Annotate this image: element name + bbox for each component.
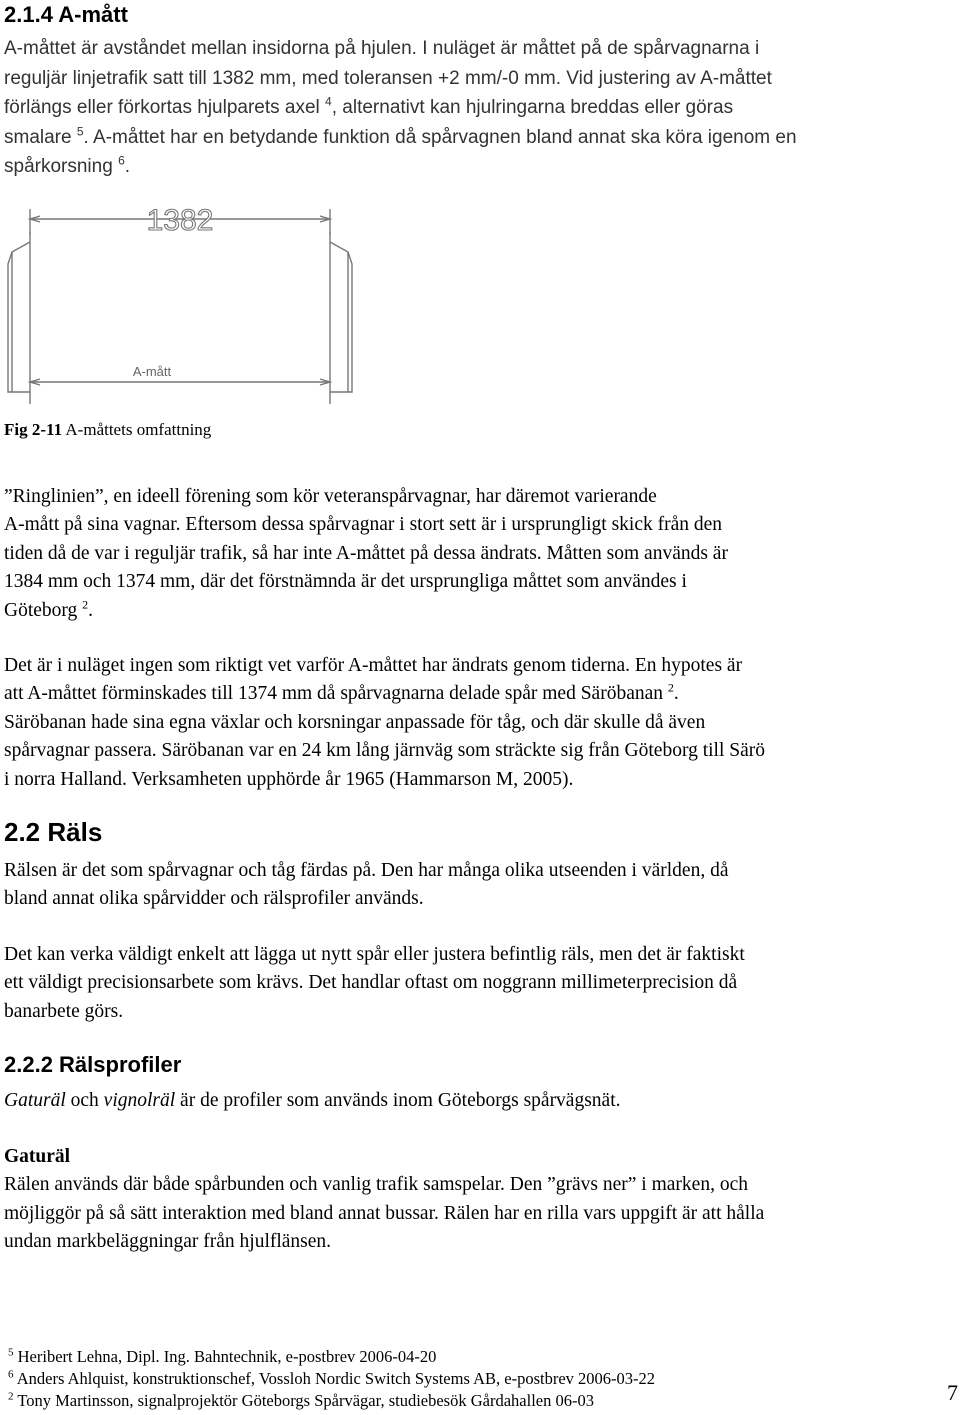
- text-line: Rälen används där både spårbunden och vanlig trafik samspelar. Den ”grävs ner” i marken, och: [4, 1174, 748, 1196]
- section-heading-a-matt: 2.1.4 A-mått: [4, 2, 128, 27]
- text-line: ”Ringlinien”, en ideell förening som kör veteranspårvagnar, har däremot varierande: [4, 486, 657, 507]
- footnote-ref[interactable]: 5: [76, 124, 84, 139]
- text-line: 1384 mm och 1374 mm, där det förstnämnda är det ursprungliga måttet som användes i: [4, 571, 687, 593]
- text-line: Det kan verka väldigt enkelt att lägga ut nytt spår eller justera befintlig räls, men det är faktiskt: [4, 944, 745, 965]
- text-line: bland annat olika spårvidder och rälsprofiler används.: [4, 888, 424, 910]
- text-line: banarbete görs.: [4, 1000, 124, 1022]
- paragraph-ringlinien: [4, 483, 960, 625]
- text-line: att A-måttet förminskades till 1374 mm då spårvagnarna delade spår med Säröbanan $^2$.: [4, 680, 679, 705]
- footnote: $^5$ Heribert Lehna, Dipl. Ing. Bahntechnik, e-postbrev 2006-04-20: [8, 1346, 437, 1366]
- text-line: tiden då de var i reguljär trafik, så har inte A-måttet på dessa ändrats. Måtten som används är: [4, 542, 728, 564]
- page-number: 7: [947, 1380, 958, 1405]
- text-line: Göteborg $^2$.: [4, 597, 94, 621]
- subheading-gatural: Gaturäl: [4, 1146, 71, 1167]
- text-line: spårkorsning $^6$.: [4, 153, 131, 177]
- text-line: möjliggör på så sätt interaktion med bland annat bussar. Rälen har en rilla vars uppgift är att hålla: [4, 1202, 765, 1224]
- paragraph-rals-1: [4, 857, 960, 914]
- footnote-ref[interactable]: 2: [667, 680, 674, 695]
- a-matt-label: A-mått: [132, 364, 172, 379]
- text-line: A-mått på sina vagnar. Eftersom dessa spårvagnar i stort sett är i ursprungligt skick från den: [4, 514, 723, 536]
- text-line: ett väldigt precisionsarbete som krävs. Det handlar oftast om noggrann millimeterprecision då: [4, 972, 738, 994]
- paragraph-rals-2: [4, 941, 960, 1026]
- right-wheel-outline: [330, 232, 352, 392]
- footnote-ref[interactable]: 6: [118, 153, 125, 168]
- footnote-ref[interactable]: 4: [325, 94, 332, 109]
- paragraph-a-matt: [4, 34, 960, 182]
- text-line: Gaturäl och vignolräl är de profiler som används inom Göteborgs spårvägsnät.: [4, 1090, 621, 1111]
- paragraph-gatural: [4, 1143, 960, 1257]
- text-line: A-måttet är avståndet mellan insidorna på hjulen. I nuläget är måttet på de spårvagnarna i: [4, 38, 760, 59]
- paragraph-hypotes: [4, 652, 960, 794]
- section-heading-ralsprofiler: 2.2.2 Rälsprofiler: [4, 1052, 182, 1077]
- text-line: spårvagnar passera. Säröbanan var en 24 km lång järnväg som sträckte sig från Göteborg till Särö: [4, 740, 765, 762]
- text-line: reguljär linjetrafik satt till 1382 mm, med toleransen +2 mm/-0 mm. Vid justering av A-måttet: [4, 67, 772, 89]
- footnote: $^2$ Tony Martinsson, signalprojektör Göteborgs Spårvägar, studiebesök Gårdahallen 06-03: [8, 1390, 594, 1410]
- text-line: smalare $^5$. A-måttet har en betydande funktion då spårvagnen bland annat ska köra igenom en: [4, 124, 797, 148]
- figure-caption: Fig 2-11 A-måttets omfattning: [4, 420, 212, 439]
- paragraph-profiler-intro: [4, 1087, 960, 1115]
- footnote: $^6$ Anders Ahlquist, konstruktionschef, Vossloh Nordic Switch Systems AB, e-postbrev 2006-03-22: [8, 1368, 656, 1388]
- footnote-ref[interactable]: 2: [82, 597, 89, 612]
- text-line: förlängs eller förkortas hjulparets axel $^4$, alternativt kan hjulringarna breddas eller göras: [4, 94, 734, 118]
- wheelset-a-matt-figure: [0, 192, 370, 412]
- text-line: Säröbanan hade sina egna växlar och korsningar anpassade för tåg, och där skulle då även: [4, 711, 706, 733]
- dimension-label: 1382: [146, 204, 214, 237]
- text-line: i norra Halland. Verksamheten upphörde år 1965 (Hammarson M, 2005).: [4, 768, 574, 790]
- text-line: Det är i nuläget ingen som riktigt vet varför A-måttet har ändrats genom tiderna. En hypotes är: [4, 655, 743, 676]
- text-line: Rälsen är det som spårvagnar och tåg färdas på. Den har många olika utseenden i världen, då: [4, 860, 729, 881]
- text-line: undan markbeläggningar från hjulflänsen.: [4, 1231, 332, 1253]
- section-heading-rals: 2.2 Räls: [4, 817, 103, 847]
